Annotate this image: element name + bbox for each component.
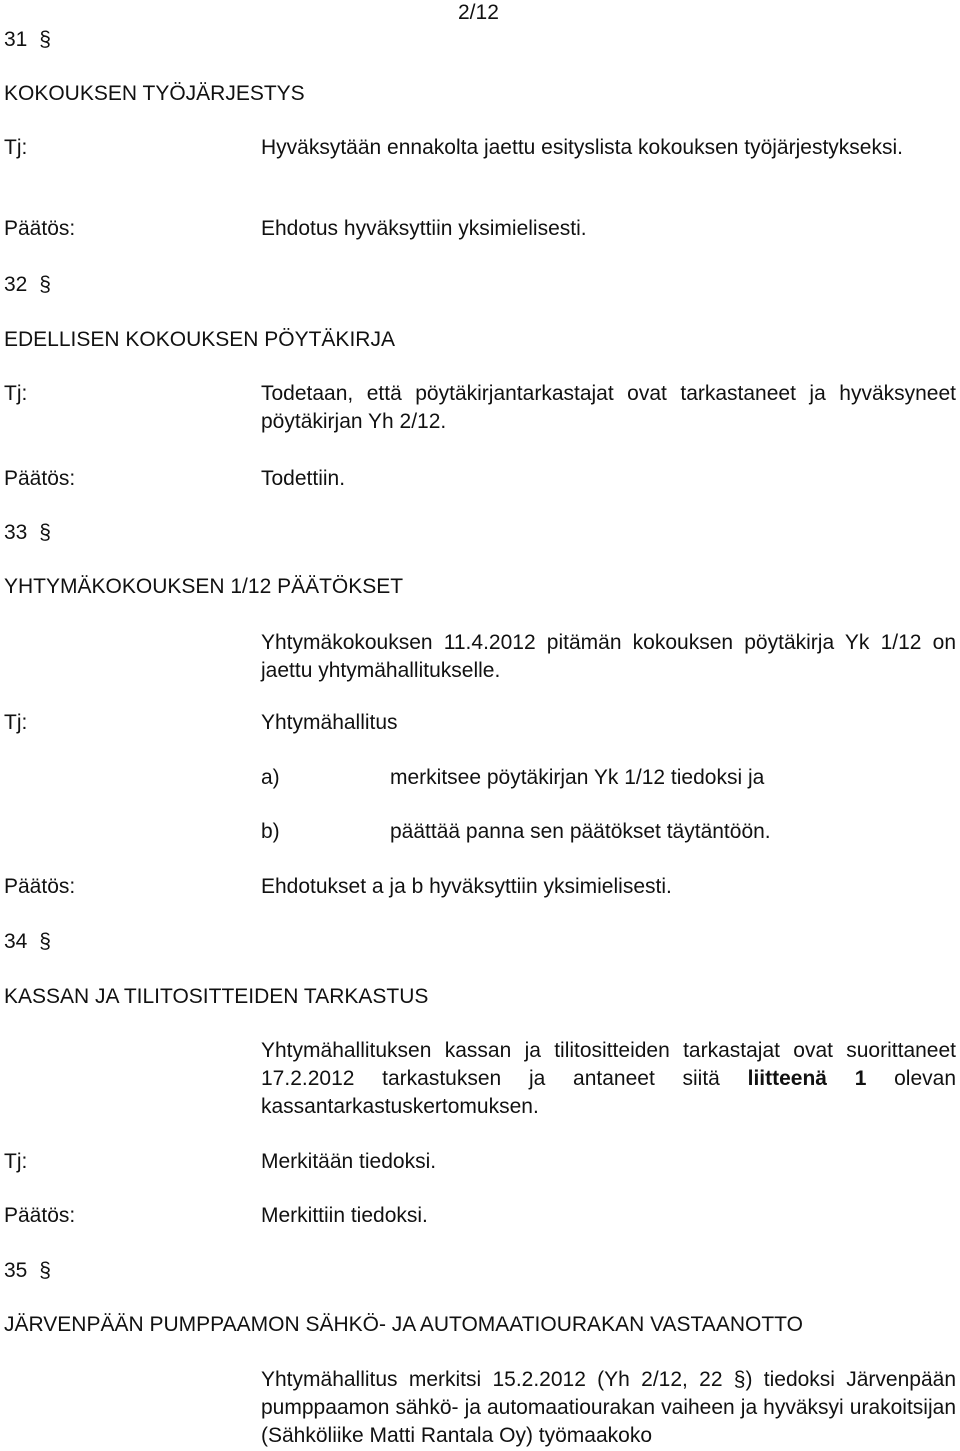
s34-intro-part: Yhtymähallituksen kassan ja tilitositteiden tarkastajat ovat suorittaneet 17.2.2012 tarkastuksen ja antaneet siitä (261, 1039, 956, 1090)
s35-intro-text: Yhtymähallitus merkitsi 15.2.2012 (Yh 2/12, 22 §) tiedoksi Järvenpään pumppaamon sähkö- ja automaatiourakan vaiheen ja hyväksyi urakoitsijan (Sähköliike Matti Rantala Oy) työmaakoko (261, 1368, 956, 1447)
s33-decision-text: Ehdotukset a ja b hyväksyttiin yksimielisesti. (261, 875, 672, 898)
section-number: 34 (4, 930, 28, 953)
s34-intro-text (261, 1037, 956, 1121)
section-32-title: EDELLISEN KOKOUKSEN PÖYTÄKIRJA (4, 328, 395, 351)
attachment-reference: liitteenä 1 (747, 1067, 867, 1090)
s31-decision-text: Ehdotus hyväksyttiin yksimielisesti. (261, 217, 587, 240)
section-32-heading (4, 272, 51, 298)
paatos-label: Päätös: (4, 217, 76, 240)
section-sign: § (39, 1259, 51, 1282)
section-34-heading (4, 929, 51, 955)
s34-proposal-text: Merkitään tiedoksi. (261, 1150, 437, 1173)
section-sign: § (39, 273, 51, 296)
section-number: 35 (4, 1259, 28, 1282)
section-31-heading (4, 27, 51, 53)
s33-item-b-label: b) (261, 820, 280, 843)
section-33-title: YHTYMÄKOKOUKSEN 1/12 PÄÄTÖKSET (4, 575, 404, 598)
s32-decision-text: Todettiin. (261, 467, 346, 490)
page-number: 2/12 (458, 1, 499, 24)
s33-intro-text: Yhtymäkokouksen 11.4.2012 pitämän kokouksen pöytäkirja Yk 1/12 on jaettu yhtymähallitukselle. (261, 631, 956, 682)
s34-decision-text: Merkittiin tiedoksi. (261, 1204, 428, 1227)
section-34-title: KASSAN JA TILITOSITTEIDEN TARKASTUS (4, 985, 429, 1008)
s33-item-b-text: päättää panna sen päätökset täytäntöön. (390, 820, 771, 843)
s31-proposal-text: Hyväksytään ennakolta jaettu esityslista kokouksen työjärjestykseksi. (261, 136, 903, 159)
section-31-title: KOKOUKSEN TYÖJÄRJESTYS (4, 82, 305, 105)
section-number: 32 (4, 273, 28, 296)
s34-intro-part: olevan kassantarkastuskertomuksen. (261, 1067, 957, 1118)
section-sign: § (39, 521, 51, 544)
s32-proposal-text: Todetaan, että pöytäkirjantarkastajat ovat tarkastaneet ja hyväksyneet pöytäkirjan Yh 2/12. (261, 382, 956, 433)
section-33-heading (4, 520, 51, 546)
section-35-heading (4, 1258, 51, 1284)
tj-label: Tj: (4, 1150, 28, 1173)
paatos-label: Päätös: (4, 1204, 76, 1227)
section-sign: § (39, 930, 51, 953)
tj-label: Tj: (4, 382, 28, 405)
section-number: 31 (4, 28, 28, 51)
s33-item-a-label: a) (261, 766, 280, 789)
s33-item-a-text: merkitsee pöytäkirjan Yk 1/12 tiedoksi ja (390, 766, 765, 789)
tj-label: Tj: (4, 136, 28, 159)
section-sign: § (39, 28, 51, 51)
tj-label: Tj: (4, 711, 28, 734)
paatos-label: Päätös: (4, 875, 76, 898)
s33-proposal-text: Yhtymähallitus (261, 711, 398, 734)
paatos-label: Päätös: (4, 467, 76, 490)
section-number: 33 (4, 521, 28, 544)
section-35-title: JÄRVENPÄÄN PUMPPAAMON SÄHKÖ- JA AUTOMAATIOURAKAN VASTAANOTTO (4, 1313, 803, 1336)
